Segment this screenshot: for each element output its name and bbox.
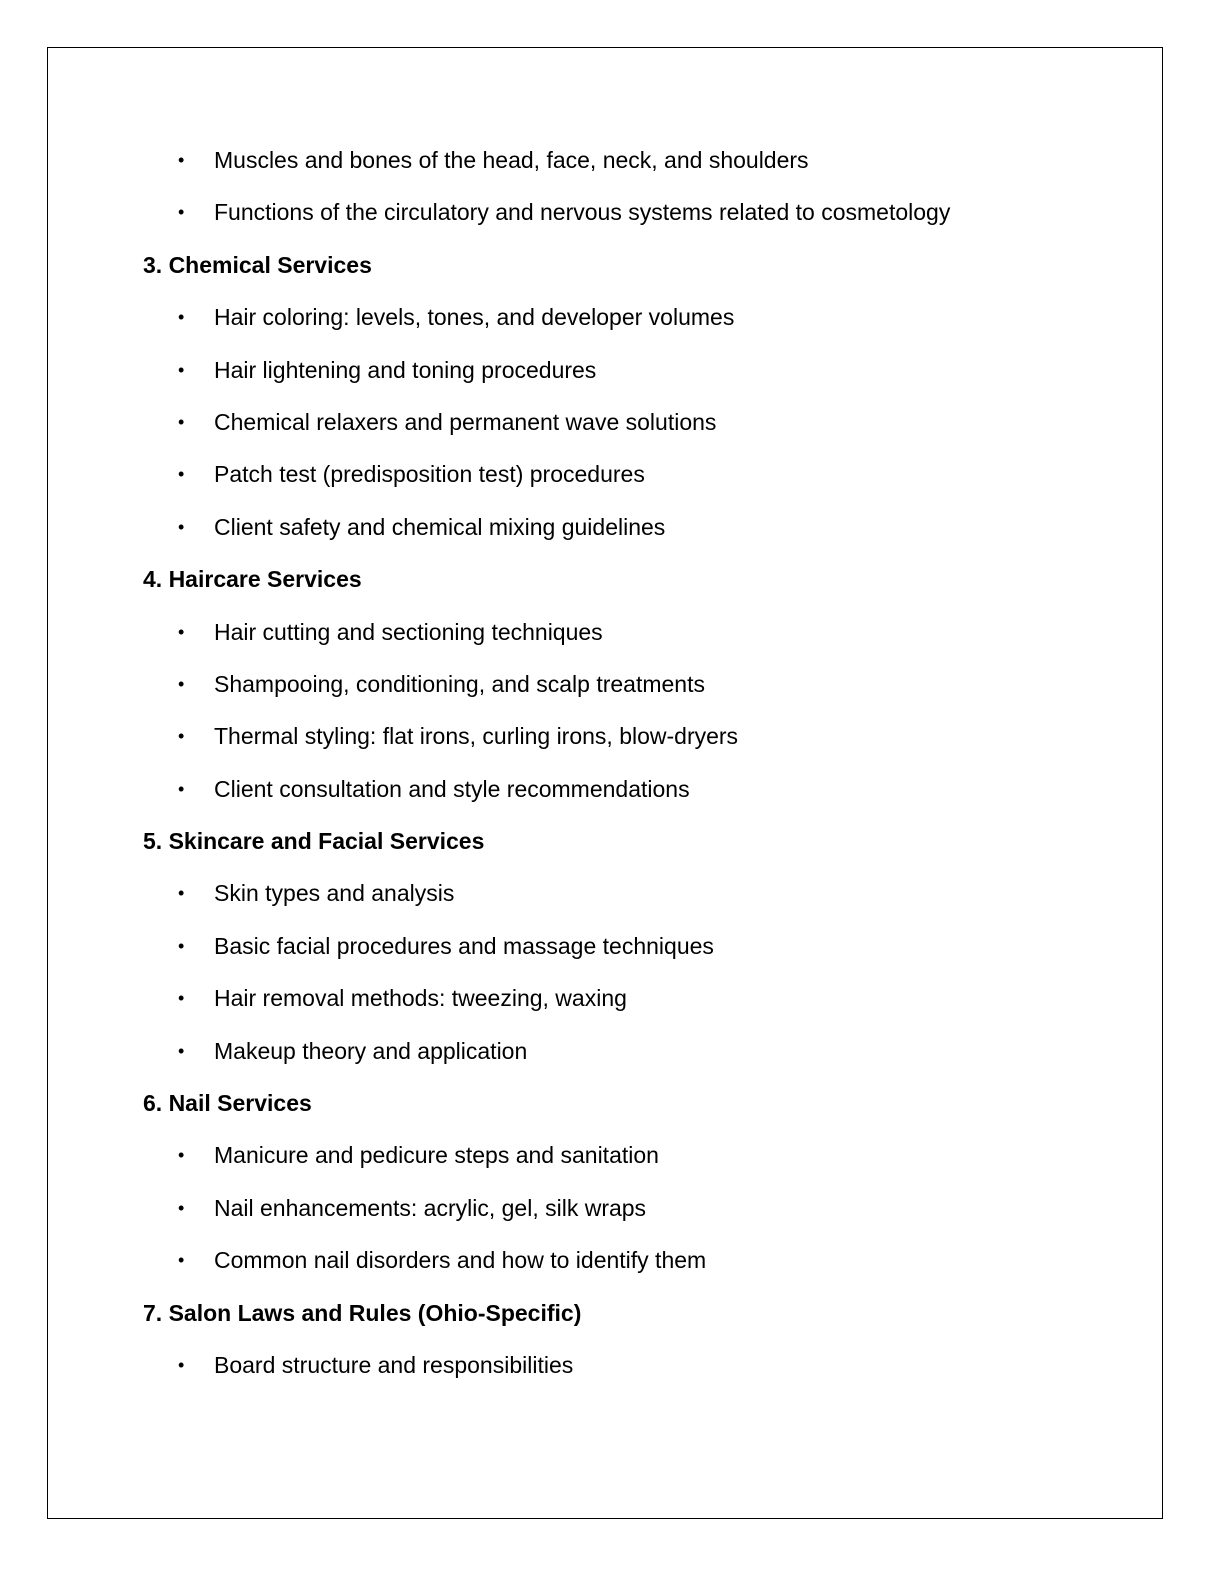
bullet-icon: • xyxy=(178,673,185,694)
list-item xyxy=(143,1234,1123,1286)
list-item xyxy=(143,867,1123,919)
bullet-icon: • xyxy=(178,988,185,1009)
list-item xyxy=(143,710,1123,762)
document-body xyxy=(143,134,1123,1391)
list-item xyxy=(143,291,1123,343)
list-item-text: Makeup theory and application xyxy=(214,1037,528,1064)
bullet-icon: • xyxy=(178,778,185,799)
list-item xyxy=(143,658,1123,710)
bullet-icon: • xyxy=(178,150,185,170)
bullet-icon: • xyxy=(178,1250,185,1271)
bullet-icon: • xyxy=(178,1040,185,1061)
list-item-text: Common nail disorders and how to identify them xyxy=(214,1247,707,1274)
list-item-text: Nail enhancements: acrylic, gel, silk wraps xyxy=(214,1194,647,1221)
list-item xyxy=(143,1182,1123,1234)
list-item xyxy=(143,1025,1123,1077)
list-item-text: Basic facial procedures and massage techniques xyxy=(214,932,714,959)
list-item-text: Hair removal methods: tweezing, waxing xyxy=(214,985,627,1012)
section-heading: 3. Chemical Services xyxy=(143,251,372,278)
list-item-text: Client safety and chemical mixing guidelines xyxy=(214,513,666,540)
bullet-icon: • xyxy=(178,883,185,904)
bullet-icon: • xyxy=(178,1354,185,1375)
list-item xyxy=(143,396,1123,448)
bullet-icon: • xyxy=(178,1197,185,1218)
bullet-icon: • xyxy=(178,411,185,432)
section-heading: 4. Haircare Services xyxy=(143,566,362,593)
list-item-text: Client consultation and style recommendations xyxy=(214,775,690,802)
bullet-icon: • xyxy=(178,935,185,956)
bullet-icon: • xyxy=(178,1145,185,1166)
section-heading: 7. Salon Laws and Rules (Ohio-Specific) xyxy=(143,1299,582,1326)
list-item xyxy=(143,344,1123,396)
list-item xyxy=(143,920,1123,972)
section-heading: 6. Nail Services xyxy=(143,1090,312,1117)
list-item xyxy=(143,186,1123,238)
list-item-text: Hair lightening and toning procedures xyxy=(214,356,597,383)
list-item xyxy=(143,501,1123,553)
list-item xyxy=(143,763,1123,815)
list-item-text: Board structure and responsibilities xyxy=(214,1351,574,1378)
list-item-text: Hair coloring: levels, tones, and developer volumes xyxy=(214,304,735,331)
list-item xyxy=(143,1339,1123,1391)
list-item-text: Chemical relaxers and permanent wave solutions xyxy=(214,408,717,435)
bullet-icon: • xyxy=(178,726,185,747)
list-item-text: Thermal styling: flat irons, curling irons, blow-dryers xyxy=(214,723,739,750)
list-item xyxy=(143,972,1123,1024)
list-item xyxy=(143,448,1123,500)
list-item xyxy=(143,606,1123,658)
bullet-icon: • xyxy=(178,464,185,485)
section-heading: 5. Skincare and Facial Services xyxy=(143,828,485,855)
bullet-icon: • xyxy=(178,359,185,380)
bullet-icon: • xyxy=(178,307,185,328)
list-item-text: Hair cutting and sectioning techniques xyxy=(214,618,603,645)
list-item-text: Patch test (predisposition test) procedures xyxy=(214,461,645,488)
bullet-icon: • xyxy=(178,621,185,642)
bullet-icon: • xyxy=(178,516,185,537)
list-item xyxy=(143,1129,1123,1181)
bullet-icon: • xyxy=(178,202,185,223)
list-item-text: Functions of the circulatory and nervous systems related to cosmetology xyxy=(214,199,951,226)
list-item-text: Shampooing, conditioning, and scalp treatments xyxy=(214,670,705,697)
list-item xyxy=(143,134,1123,186)
list-item-text: Skin types and analysis xyxy=(214,880,455,907)
list-item-text: Muscles and bones of the head, face, neck, and shoulders xyxy=(214,147,809,173)
list-item-text: Manicure and pedicure steps and sanitation xyxy=(214,1142,659,1169)
